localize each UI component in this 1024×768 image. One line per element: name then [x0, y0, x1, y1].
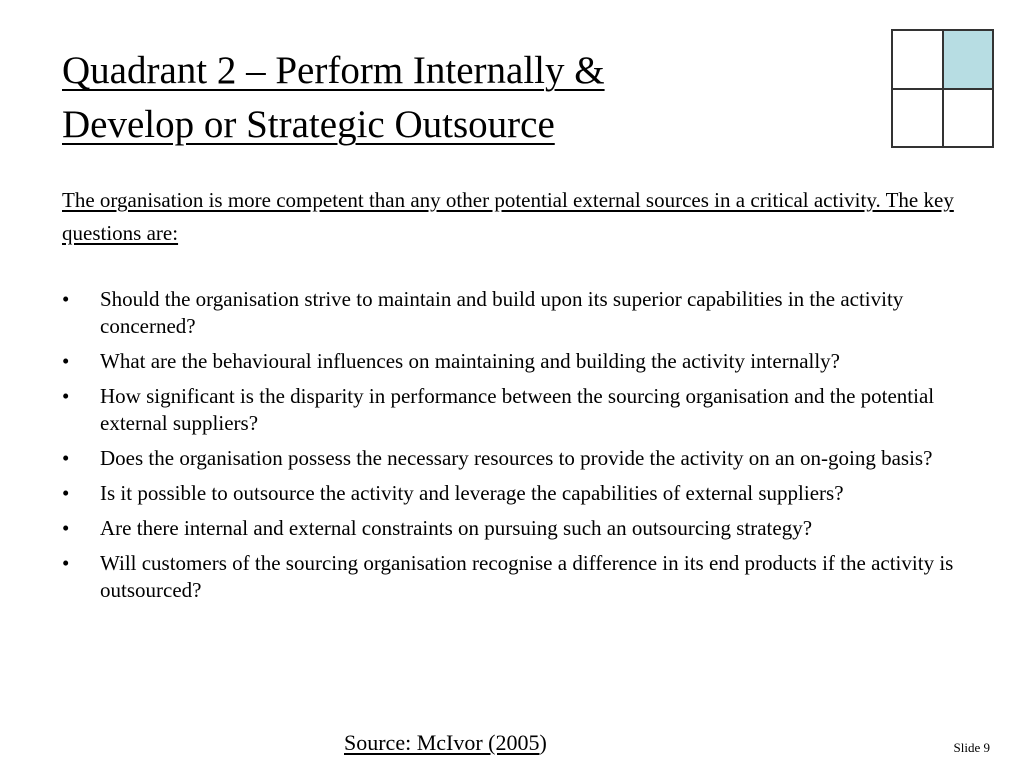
- bullet-icon: •: [62, 446, 70, 470]
- question-text: How significant is the disparity in performance between the sourcing organisation and the potential external suppliers?: [100, 384, 935, 435]
- list-item: [62, 286, 1002, 340]
- slide-title: [62, 44, 862, 152]
- list-item: [62, 480, 1002, 507]
- bullet-icon: •: [62, 516, 70, 540]
- quadrant-indicator-grid: [891, 29, 994, 148]
- bullet-icon: •: [62, 287, 70, 311]
- list-item: [62, 515, 1002, 542]
- quadrant-cell-bottom-right: [943, 89, 994, 148]
- question-text: What are the behavioural influences on maintaining and building the activity internally?: [100, 349, 841, 373]
- quadrant-cell-top-left: [892, 30, 943, 89]
- source-suffix: ): [539, 730, 547, 755]
- source-citation: [344, 728, 547, 758]
- question-text: Are there internal and external constraints on pursuing such an outsourcing strategy?: [100, 516, 813, 540]
- bullet-icon: •: [62, 481, 70, 505]
- list-item: [62, 550, 1002, 604]
- bullet-icon: •: [62, 551, 70, 575]
- slide-number: Slide 9: [953, 740, 990, 755]
- list-item: [62, 445, 1002, 472]
- question-text: Should the organisation strive to maintain and build upon its superior capabilities in the activity concerned?: [100, 287, 904, 338]
- slide-title-line-1: Quadrant 2 – Perform Internally &: [62, 49, 605, 92]
- list-item: [62, 348, 1002, 375]
- quadrant-cell-bottom-left: [892, 89, 943, 148]
- key-questions-list: [62, 286, 1002, 612]
- question-text: Will customers of the sourcing organisation recognise a difference in its end products if the activity is outsourced?: [100, 551, 954, 602]
- source-link[interactable]: Source: McIvor (2005: [344, 730, 540, 755]
- slide-title-line-2: Develop or Strategic Outsource: [62, 103, 555, 146]
- quadrant-cell-top-right-highlighted: [943, 30, 994, 89]
- bullet-icon: •: [62, 384, 70, 408]
- question-text: Is it possible to outsource the activity and leverage the capabilities of external suppliers?: [100, 481, 844, 505]
- question-text: Does the organisation possess the necessary resources to provide the activity on an on-going basis?: [100, 446, 933, 470]
- bullet-icon: •: [62, 349, 70, 373]
- intro-text: The organisation is more competent than any other potential external sources in a critical activity. The key questions are:: [62, 188, 954, 245]
- list-item: [62, 383, 1002, 437]
